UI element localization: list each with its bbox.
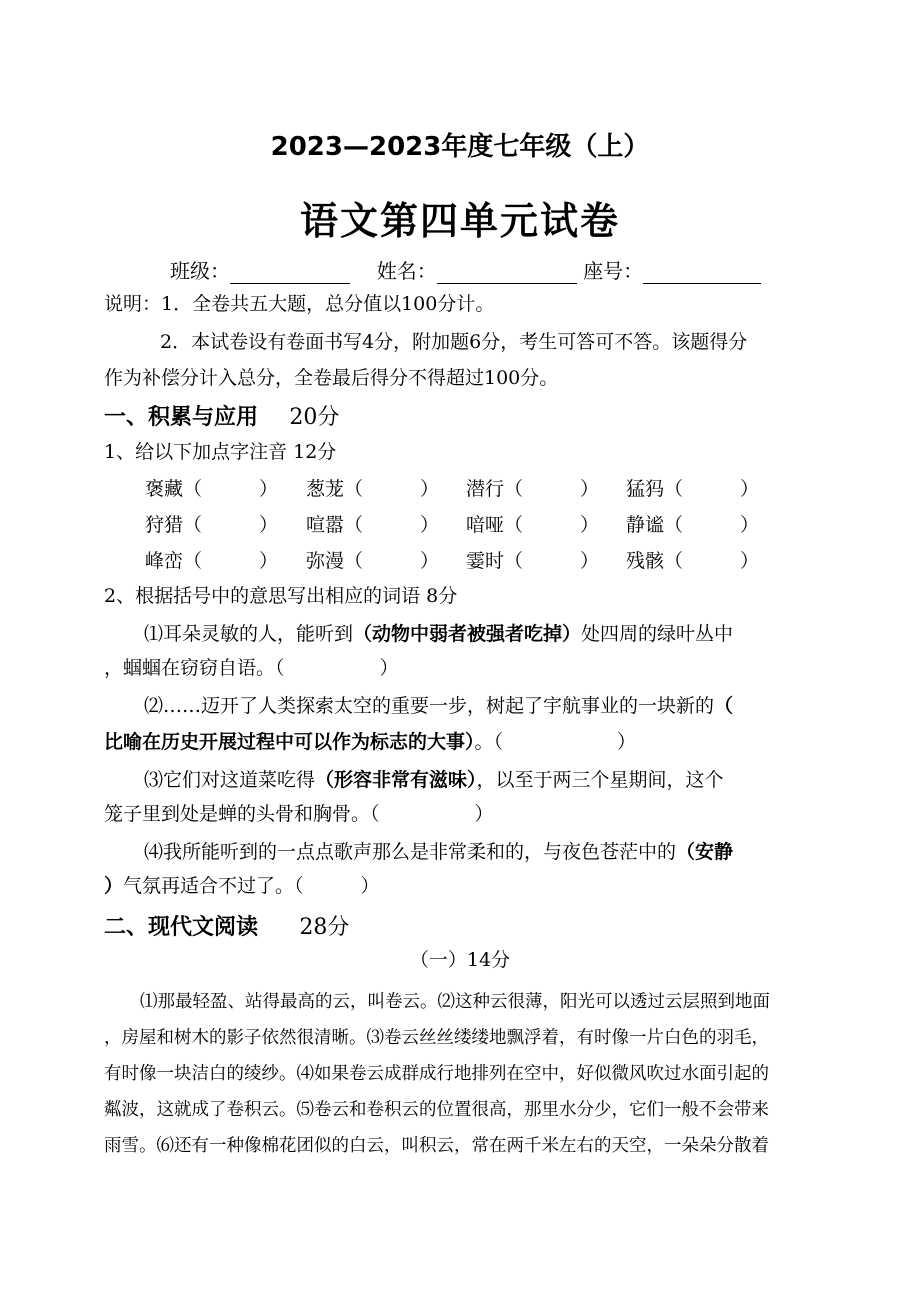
q1-item: 褒藏（ ） <box>145 478 279 500</box>
passage-line: ⑴那最轻盈、站得最高的云，叫卷云。⑵这种云很薄，阳光可以透过云层照到地面 <box>140 992 770 1012</box>
student-info-fields <box>170 255 761 284</box>
section2-title: 二、现代文阅读 <box>104 915 259 940</box>
q2-item1-hint: （动物中弱者被强者吃掉） <box>353 623 582 645</box>
q1-item: 猛犸（ ） <box>626 478 760 500</box>
name-label: 姓名： <box>376 259 437 283</box>
q2-item3-text-a: ⑶它们对这道菜吃得 <box>144 769 316 791</box>
q2-item1-text-a: ⑴耳朵灵敏的人，能听到 <box>144 623 354 645</box>
exam-title-line1: 2023—2023年度七年级（上） <box>270 132 650 162</box>
passage-line: 有时像一块洁白的绫纱。⑷如果卷云成群成行地排列在空中，好似微风吹过水面引起的 <box>104 1064 769 1084</box>
q1-item: 狩猎（ ） <box>145 514 279 536</box>
q2-prompt: 2、根据括号中的意思写出相应的词语 8分 <box>104 585 458 607</box>
q2-item1-line2: ，蝈蝈在窃窃自语。（ ） <box>104 657 399 679</box>
q2-item3-text-b: ，以至于两三个星期间，这个 <box>476 769 724 791</box>
q2-item4-text-a: ⑷我所能听到的一点点歌声那么是非常柔和的，与夜色苍茫中的 <box>144 841 677 863</box>
q1-item: 残骸（ ） <box>626 550 760 572</box>
q2-item2-text-a: ⑵……迈开了人类探索太空的重要一步，树起了宇航事业的一块新的 <box>144 695 715 717</box>
q1-pinyin-grid <box>0 474 920 584</box>
q1-item: 霎时（ ） <box>466 550 600 572</box>
note-1: 说明：1．全卷共五大题，总分值以100分计。 <box>104 293 495 315</box>
q1-prompt: 1、给以下加点字注音 12分 <box>104 441 337 463</box>
q1-item: 静谧（ ） <box>626 514 760 536</box>
note-2-line2: 作为补偿分计入总分，全卷最后得分不得超过100分。 <box>104 367 559 389</box>
q2-item4-hint-close: ） <box>104 875 124 897</box>
q2-item2-hint: 比喻在历史开展过程中可以作为标志的大事） <box>104 731 475 753</box>
q2-item2-hint-open: （ <box>714 695 734 717</box>
name-input-blank[interactable] <box>437 263 577 284</box>
q1-item: 喧嚣（ ） <box>306 514 440 536</box>
seat-label: 座号： <box>583 259 644 283</box>
q2-item2-line2 <box>104 728 636 756</box>
class-label: 班级： <box>170 259 230 283</box>
q2-item1-line1 <box>144 620 733 648</box>
q2-item2-text-b: 。（ ） <box>474 731 637 753</box>
note-2-line1: 2．本试卷设有卷面书写4分，附加题6分，考生可答可不答。该题得分 <box>160 331 748 353</box>
exam-title-line2: 语文第四单元试卷 <box>299 199 620 243</box>
section1-heading <box>104 400 339 431</box>
q1-item: 潜行（ ） <box>466 478 600 500</box>
section1-title: 一、积累与应用 <box>104 405 259 430</box>
section2-heading <box>104 910 349 941</box>
seat-input-blank[interactable] <box>643 263 761 284</box>
class-input-blank[interactable] <box>230 263 350 284</box>
q2-item3-line2: 笼子里到处是蝉的头骨和胸骨。（ ） <box>104 803 494 825</box>
passage-line: 雨雪。⑹还有一种像棉花团似的白云，叫积云，常在两千米左右的天空，一朵朵分散着 <box>104 1136 769 1156</box>
q2-item4-hint: （安静 <box>676 841 734 863</box>
q2-item4-line1 <box>144 838 733 866</box>
q2-item1-text-b: 处四周的绿叶丛中 <box>581 623 734 645</box>
q2-item4-line2 <box>104 872 380 900</box>
q2-item4-text: 气氛再适合不过了。（ ） <box>123 875 380 897</box>
section2-score: 28分 <box>299 915 350 940</box>
q2-item2-line1 <box>144 692 733 720</box>
passage-line: 粼波，这就成了卷积云。⑸卷云和卷积云的位置很高，那里水分少，它们一般不会带来 <box>104 1100 769 1120</box>
q1-item: 葱茏（ ） <box>306 478 440 500</box>
q1-item: 峰峦（ ） <box>145 550 279 572</box>
passage-line: ，房屋和树木的影子依然很清晰。⑶卷云丝丝缕缕地飘浮着，有时像一片白色的羽毛， <box>104 1028 769 1048</box>
section2-subheading: （一）14分 <box>409 949 511 971</box>
q1-item: 弥漫（ ） <box>306 550 440 572</box>
section1-score: 20分 <box>289 405 340 430</box>
q2-item3-hint: （形容非常有滋味） <box>315 769 477 791</box>
q1-item: 喑哑（ ） <box>466 514 600 536</box>
q2-item3-line1 <box>144 766 724 794</box>
